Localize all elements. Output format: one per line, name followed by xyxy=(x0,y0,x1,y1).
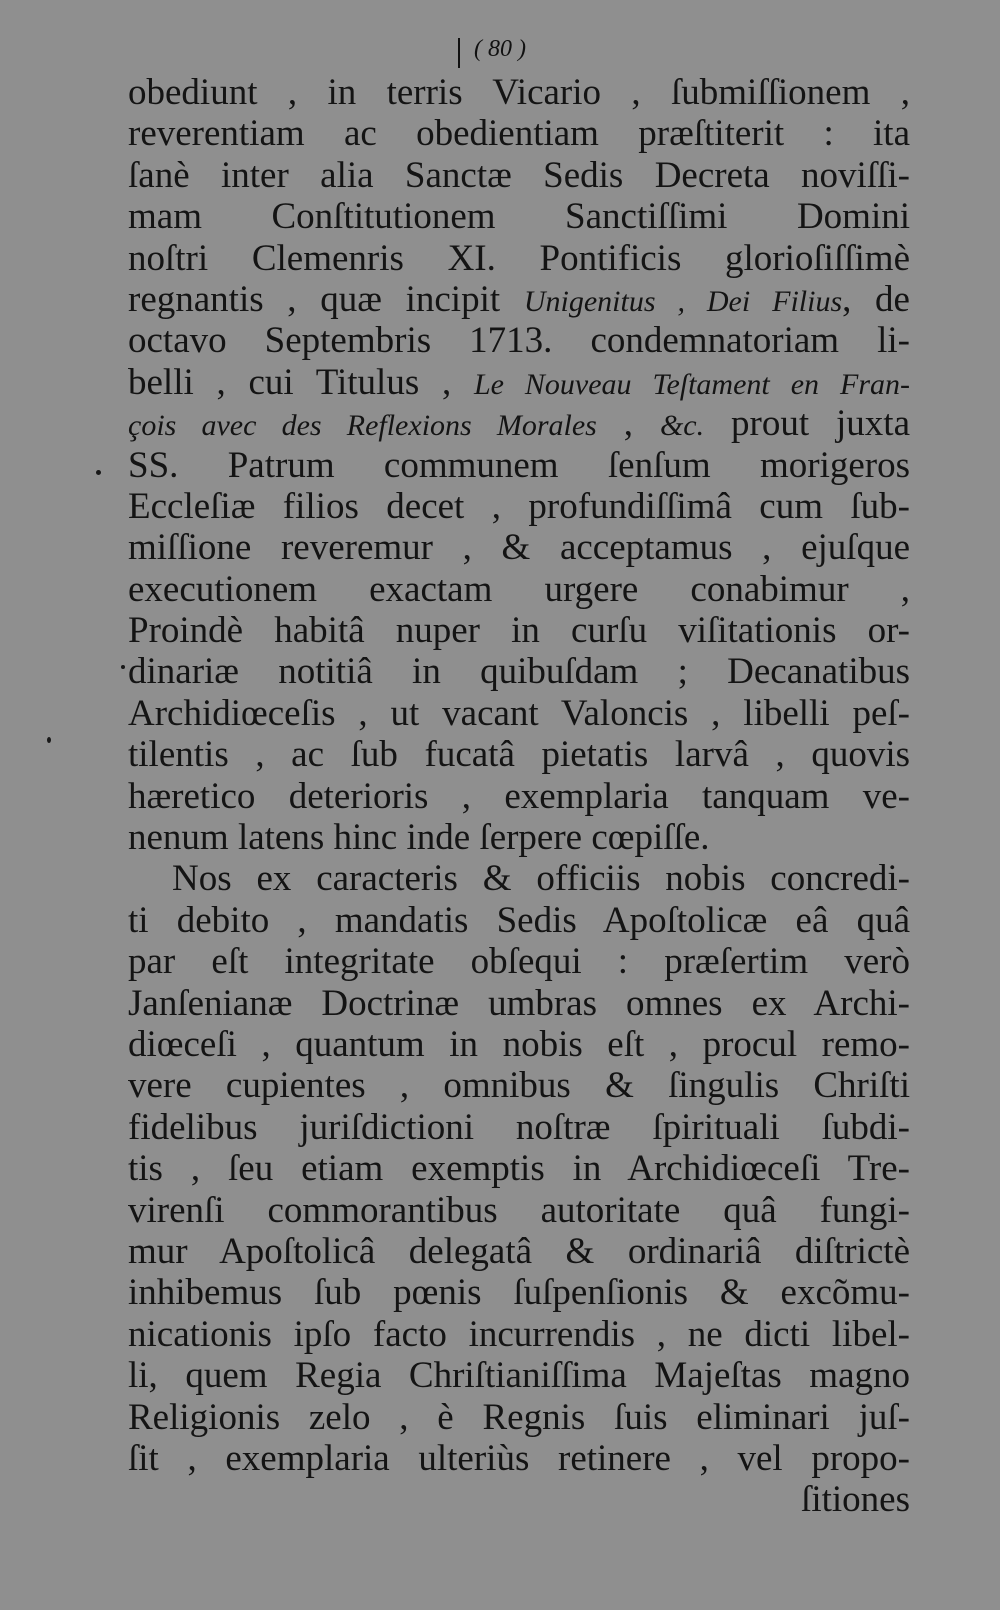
ink-speck xyxy=(121,665,125,669)
text-line: SS. Patrum communem ſenſum morigeros xyxy=(128,444,910,486)
text-line: Proindè habitâ nuper in curſu viſitationis or- xyxy=(128,610,910,652)
text-line: Religionis zelo , è Regnis ſuis eliminari juſ- xyxy=(128,1396,910,1438)
italic-title: çois avec des Reflexions Morales xyxy=(128,409,597,443)
text-line: nicationis ipſo facto incurrendis , ne dicti libel- xyxy=(128,1313,910,1355)
text-line: nenum latens hinc inde ſerpere cœpiſſe. xyxy=(128,817,710,859)
text-line: obediunt , in terris Vicario , ſubmiſſionem , xyxy=(128,72,910,113)
text-line: Janſenianæ Doctrinæ umbras omnes ex Archi- xyxy=(128,982,910,1024)
italic-title: Unigenitus , Dei Filius xyxy=(523,284,843,318)
italic-etc: &c. xyxy=(659,409,705,443)
text-line-with-italic xyxy=(128,279,910,320)
text-segment: regnantis , quæ incipit xyxy=(128,278,524,320)
ink-speck xyxy=(96,470,101,475)
text-line: octavo Septembris 1713. condemnatoriam li- xyxy=(128,320,910,362)
text-line: ti debito , mandatis Sedis Apoſtolicæ eâ quâ xyxy=(128,899,910,941)
text-line: reverentiam ac obedientiam præſtiterit : ita xyxy=(128,113,910,155)
text-line: ſanè inter alia Sanctæ Sedis Decreta noviſſi- xyxy=(128,154,910,196)
text-line-with-italic xyxy=(128,403,910,444)
text-line: dinariæ notitiâ in quibuſdam ; Decanatibus xyxy=(128,651,910,693)
text-line: Archidiœceſis , ut vacant Valoncis , libelli peſ- xyxy=(128,692,910,734)
text-line: Eccleſiæ filios decet , profundiſſimâ cum ſub- xyxy=(128,485,910,527)
text-line: inhibemus ſub pœnis ſuſpenſionis & excõmu- xyxy=(128,1272,910,1314)
catchword: ſitiones xyxy=(801,1479,910,1521)
text-segment: , xyxy=(596,403,660,445)
text-segment: prout juxta xyxy=(704,403,911,445)
text-line: fidelibus juriſdictioni noſtræ ſpirituali ſubdi- xyxy=(128,1106,910,1148)
ink-speck xyxy=(47,737,51,743)
text-line: tilentis , ac ſub fucatâ pietatis larvâ , quovis xyxy=(128,734,910,776)
text-line: diœceſi , quantum in nobis eſt , procul remo- xyxy=(128,1023,910,1065)
text-line: virenſi commorantibus autoritate quâ fungi- xyxy=(128,1189,910,1231)
text-line: mur Apoſtolicâ delegatâ & ordinariâ diſtrictè xyxy=(128,1230,910,1272)
text-segment: , de xyxy=(842,278,910,320)
text-line: Nos ex caracteris & officiis nobis concredi- xyxy=(172,858,910,900)
text-line: par eſt integritate obſequi : præſertim verò xyxy=(128,941,910,983)
text-line: executionem exactam urgere conabimur , xyxy=(128,568,910,610)
text-segment: belli , cui Titulus , xyxy=(128,361,474,403)
text-line: mam Conſtitutionem Sanctiſſimi Domini xyxy=(128,196,910,238)
page-number: ( 80 ) xyxy=(474,36,526,62)
text-line: vere cupientes , omnibus & ſingulis Chriſti xyxy=(128,1065,910,1107)
text-line: ſit , exemplaria ulteriùs retinere , vel propo- xyxy=(128,1437,910,1479)
italic-title: Le Nouveau Teſtament en Fran- xyxy=(473,367,910,401)
text-line: miſſione reveremur , & acceptamus , ejuſque xyxy=(128,527,910,569)
text-line: hæretico deterioris , exemplaria tanquam ve- xyxy=(128,775,910,817)
text-line: li, quem Regia Chriſtianiſſima Majeſtas magno xyxy=(128,1355,910,1397)
text-line-with-italic xyxy=(128,362,910,403)
text-line: noſtri Clemenris XI. Pontificis glorioſiſſimè xyxy=(128,237,910,279)
text-line: tis , ſeu etiam exemptis in Archidiœceſi Tre- xyxy=(128,1148,910,1190)
body-text xyxy=(128,72,910,1521)
